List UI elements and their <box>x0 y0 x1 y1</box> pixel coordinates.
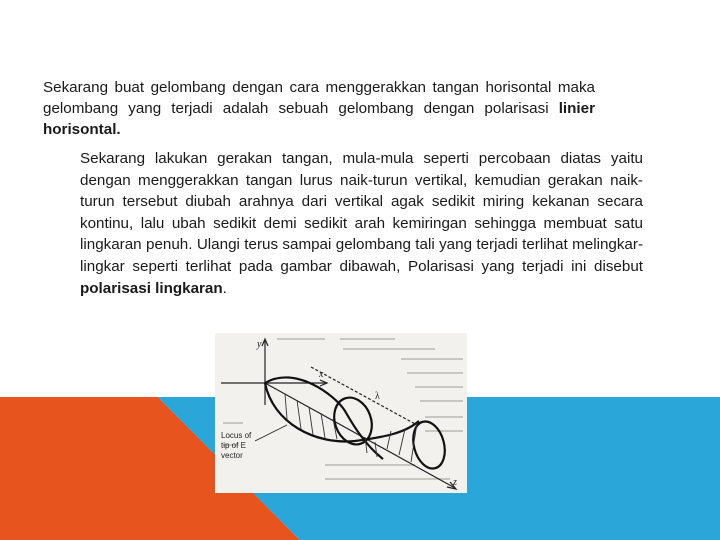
loop-end <box>408 418 449 472</box>
wavelength-guide <box>311 367 417 425</box>
paragraph-linear-polarization <box>43 77 595 140</box>
locus-label-line-3: vector <box>221 451 243 460</box>
paragraph-1-emphasis: linier horisontal. <box>43 100 595 138</box>
circular-polarization-figure <box>215 333 467 493</box>
y-axis-label: y <box>257 339 262 350</box>
e-vectors <box>285 394 417 462</box>
locus-label-line-1: Locus of <box>221 431 252 440</box>
axes <box>221 339 456 489</box>
paragraph-2-tail: . <box>222 279 227 297</box>
paragraph-2-emphasis: polarisasi lingkaran <box>80 279 223 297</box>
x-axis-label: x <box>319 369 324 380</box>
helix-back <box>265 377 383 459</box>
paragraph-2-lead: Sekarang lakukan gerakan tangan, mula-mula seperti percobaan diatas yaitu dengan menggerakkan tangan lurus naik-turun vertikal, kemudian gerakan naik-turun tersebut diubah arahnya dari vertikal agak sedikit miring kekanan secara kontinu, lalu ubah sedikit demi sedikit arah kemiringan sehingga membuat satu lingkaran penuh. Ulangi terus sampai gelombang tali yang terjadi terlihat melingkar-lingkar seperti terlihat pada gambar dibawah, Polarisasi yang terjadi ini disebut <box>80 150 643 275</box>
polarization-diagram <box>215 333 467 493</box>
paragraph-1-lead: Sekarang buat gelombang dengan cara menggerakkan tangan horisontal maka gelombang yang terjadi adalah sebuah gelombang dengan polarisasi <box>43 79 595 117</box>
helix <box>265 377 450 472</box>
helix-front <box>265 383 419 441</box>
locus-label-line-2: tip of E <box>221 441 246 450</box>
paragraph-circular-polarization <box>80 148 643 299</box>
wavelength-label: λ <box>375 391 380 402</box>
locus-pointer <box>255 425 287 441</box>
z-axis-label: z <box>453 477 457 488</box>
